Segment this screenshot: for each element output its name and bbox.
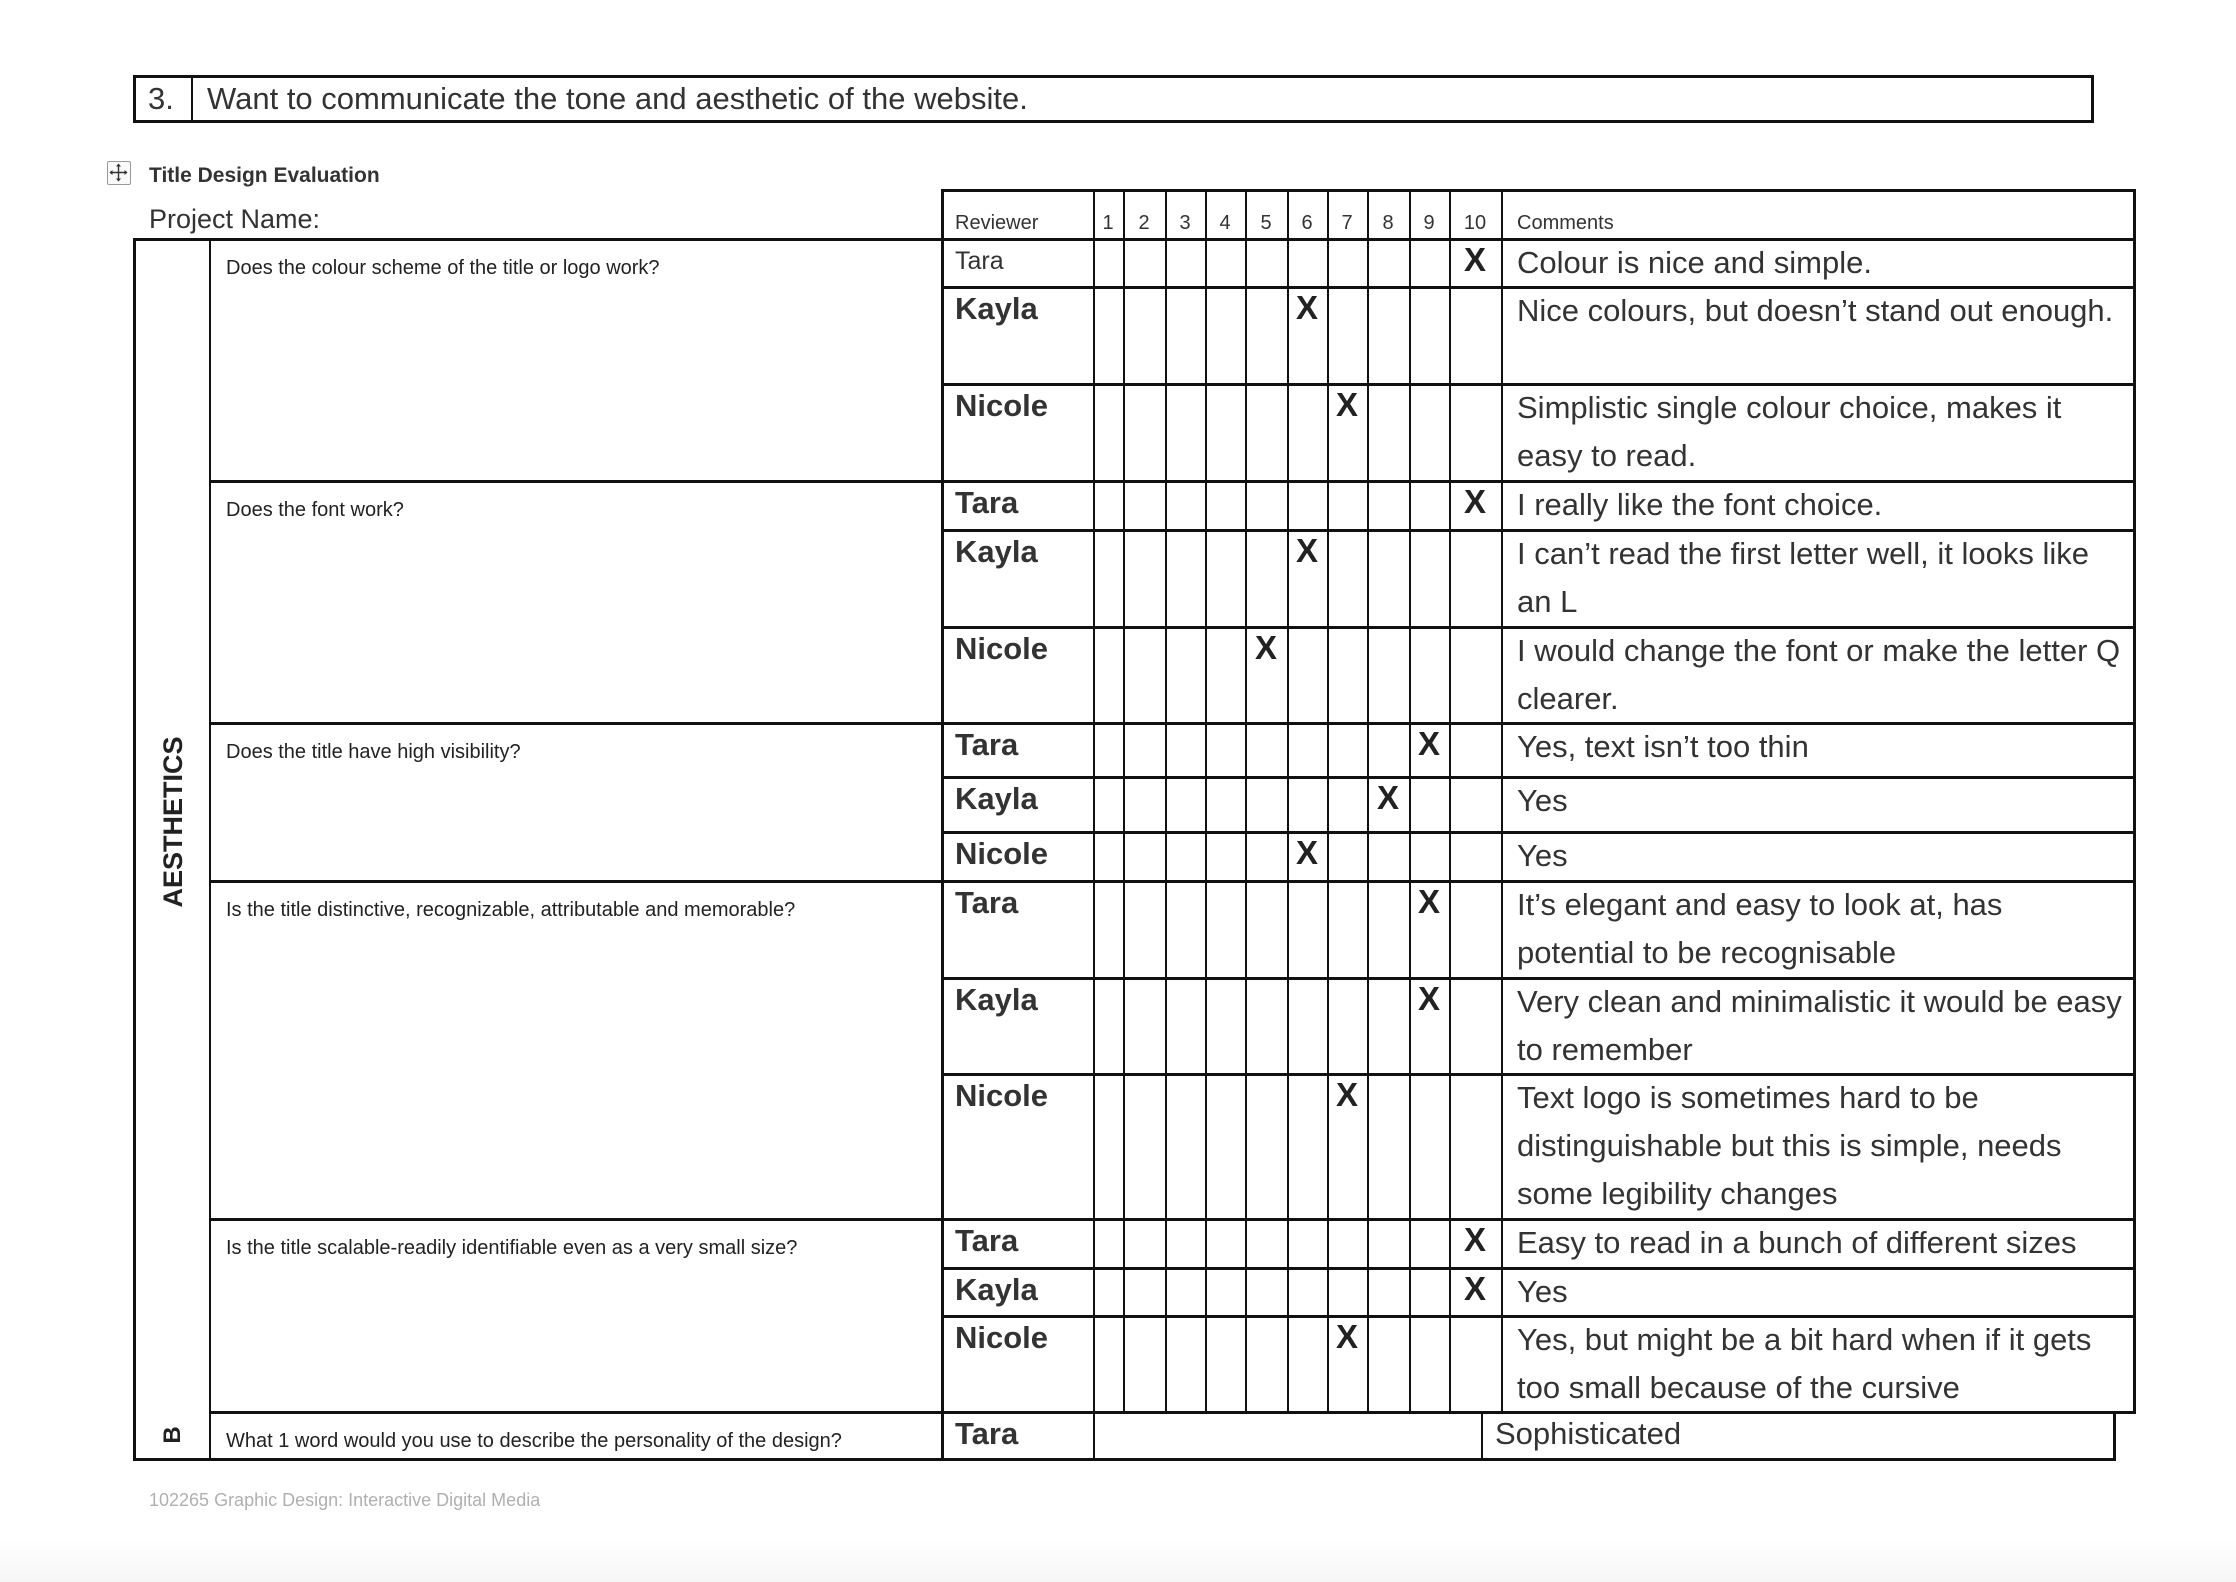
reviewer-name: Kayla [955,781,1038,816]
heading-box [133,75,2094,123]
reviewer-name: Nicole [955,836,1049,871]
reviewer-name: Nicole [955,631,1049,666]
question-text: Does the title have high visibility? [226,741,521,763]
comment-text: Easy to read in a bunch of different sizes [1517,1225,2077,1260]
comment-text: I would change the font or make the letter Q clearer. [1517,633,2121,716]
comment-text: I really like the font choice. [1517,487,1883,522]
comment-text: Yes [1517,838,1568,873]
column-header-score-6: 6 [1301,212,1313,234]
reviewer-name: Nicole [955,388,1049,423]
column-header-score-8: 8 [1382,212,1394,234]
header-top-rule [941,189,2133,192]
column-header-score-9: 9 [1423,212,1435,234]
comment-text: Yes [1517,1274,1568,1309]
question-text-b: What 1 word would you use to describe the personality of the design? [226,1430,842,1452]
table-bottom-rule [133,1458,2116,1461]
column-header-reviewer: Reviewer [955,212,1039,234]
reviewer-name: Tara [955,1223,1019,1258]
comment-text: Nice colours, but doesn’t stand out enough. [1517,293,2114,328]
score-mark-7: X [1335,1318,1358,1355]
score-column-rule [1501,189,1503,1412]
score-mark-6: X [1295,532,1318,569]
question-text: Is the title distinctive, recognizable, attributable and memorable? [226,899,796,921]
column-header-score-1: 1 [1102,212,1114,234]
table-title: Title Design Evaluation [149,164,380,187]
score-column-rule [1123,189,1125,1412]
column-header-score-2: 2 [1138,212,1150,234]
question-text: Is the title scalable-readily identifiable even as a very small size? [226,1237,798,1259]
score-column-rule [1409,189,1411,1412]
score-column-rule [1165,189,1167,1412]
comment-text: Yes, but might be a bit hard when if it gets too small because of the cursive [1517,1322,2092,1405]
reviewer-name: Kayla [955,291,1038,326]
reviewer-name: Tara [955,727,1019,762]
score-column-rule [1287,189,1289,1412]
answer-divider-b [1481,1412,1483,1459]
question-text: Does the font work? [226,499,404,521]
column-header-score-4: 4 [1219,212,1231,234]
comment-text: I can’t read the first letter well, it looks like an L [1517,536,2090,619]
score-mark-10: X [1463,1221,1486,1258]
question-rule [941,189,944,1461]
reviewer-name: Nicole [955,1078,1049,1113]
column-header-comments: Comments [1517,212,1614,234]
footer-text: 102265 Graphic Design: Interactive Digital Media [149,1490,541,1510]
reviewer-name: Kayla [955,982,1038,1017]
score-column-rule [1327,189,1329,1412]
section-label-aesthetics: AESTHETICS [157,736,188,908]
table-right-rule [2133,189,2136,1414]
score-mark-7: X [1335,386,1358,423]
project-name-label: Project Name: [149,204,321,234]
comment-text: Very clean and minimalistic it would be easy to remember [1517,984,2122,1067]
score-mark-9: X [1417,725,1440,762]
score-mark-5: X [1254,629,1277,666]
reviewer-name-b: Tara [955,1416,1019,1451]
comment-text: Text logo is sometimes hard to be distinguishable but this is simple, needs some legibility changes [1517,1080,2062,1211]
heading-number: 3. [136,78,193,120]
column-header-score-3: 3 [1179,212,1191,234]
reviewer-name: Tara [955,247,1004,275]
section-label-b: B [158,1426,186,1444]
reviewer-name: Kayla [955,534,1038,569]
score-mark-8: X [1376,779,1399,816]
score-mark-7: X [1335,1076,1358,1113]
reviewer-name: Tara [955,885,1019,920]
column-header-score-10: 10 [1463,212,1487,234]
score-mark-9: X [1417,980,1440,1017]
comment-text: Yes [1517,783,1568,818]
score-mark-9: X [1417,883,1440,920]
score-column-rule [1245,189,1247,1412]
comment-text: Simplistic single colour choice, makes it easy to read. [1517,390,2062,473]
reviewer-name: Kayla [955,1272,1038,1307]
score-mark-6: X [1295,289,1318,326]
column-header-score-5: 5 [1260,212,1272,234]
score-mark-10: X [1463,483,1486,520]
heading-text: Want to communicate the tone and aesthetic of the website. [207,81,1028,116]
table-move-handle[interactable] [107,161,131,185]
score-mark-10: X [1463,241,1486,278]
score-mark-10: X [1463,1270,1486,1307]
score-mark-6: X [1295,834,1318,871]
question-text: Does the colour scheme of the title or logo work? [226,257,660,279]
table-right-rule-b [2113,1412,2116,1461]
table-left-rule [133,239,136,1461]
column-header-score-7: 7 [1341,212,1353,234]
move-arrows-icon [108,162,129,183]
score-column-rule [1205,189,1207,1412]
reviewer-name: Nicole [955,1320,1049,1355]
reviewer-name: Tara [955,485,1019,520]
one-word-answer: Sophisticated [1495,1416,1682,1451]
category-rule [209,239,211,1461]
comment-text: Yes, text isn’t too thin [1517,729,1809,764]
comment-text: It’s elegant and easy to look at, has potential to be recognisable [1517,887,2003,970]
comment-text: Colour is nice and simple. [1517,245,1872,280]
